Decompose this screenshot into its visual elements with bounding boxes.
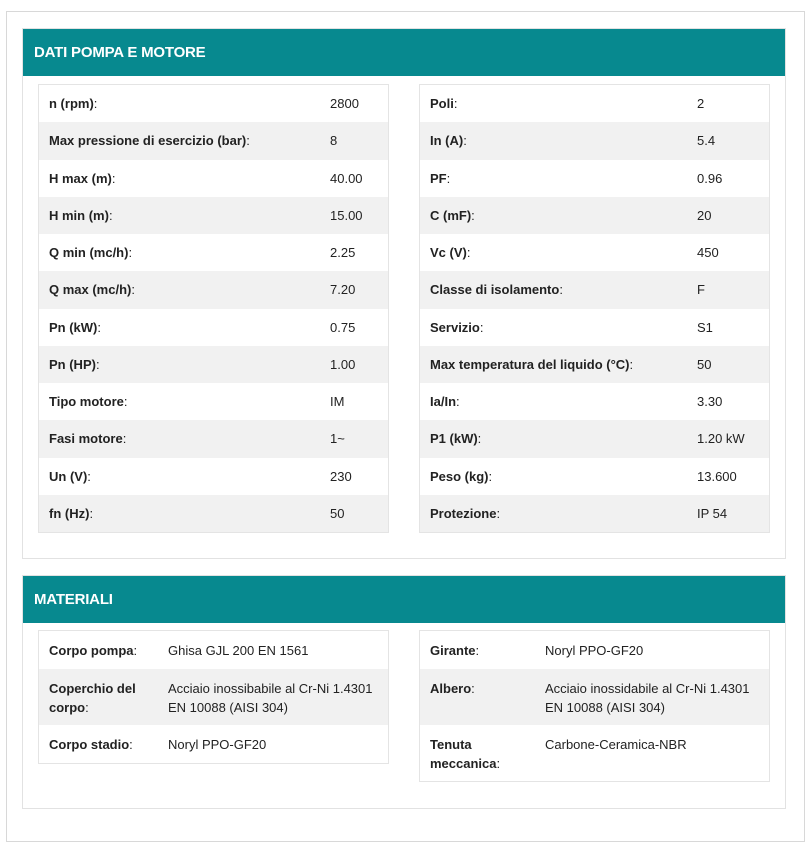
- spec-row: [39, 495, 388, 532]
- row-label-text: Peso (kg): [430, 468, 489, 484]
- label-colon: :: [93, 96, 98, 112]
- row-value: Noryl PPO-GF20: [168, 737, 267, 752]
- row-label: [39, 357, 100, 372]
- row-label-text: n (rpm): [49, 96, 94, 112]
- row-label-text: P1 (kW): [430, 431, 478, 447]
- label-colon: :: [97, 319, 102, 335]
- row-value: Noryl PPO-GF20: [545, 643, 644, 658]
- spec-row: [39, 271, 388, 308]
- row-value: IP 54: [697, 505, 728, 521]
- row-label: [420, 735, 540, 773]
- row-label: [39, 208, 113, 223]
- row-value: 3.30: [697, 394, 723, 410]
- label-colon: :: [477, 431, 482, 447]
- row-label: [420, 679, 540, 698]
- label-colon: :: [471, 681, 475, 696]
- row-label-text: Q min (mc/h): [49, 245, 129, 261]
- row-value: F: [697, 282, 705, 298]
- row-value: 40.00: [330, 170, 363, 186]
- label-colon: :: [87, 468, 91, 484]
- label-colon: :: [559, 282, 563, 298]
- label-colon: :: [133, 643, 138, 658]
- row-label: [420, 96, 457, 111]
- row-label: [420, 208, 475, 223]
- spec-row: [420, 197, 769, 234]
- spec-row: [420, 383, 769, 420]
- row-label-text: Ia/In: [430, 394, 457, 410]
- spec-row: [39, 197, 388, 234]
- label-colon: :: [122, 431, 127, 447]
- row-value: Carbone-Ceramica-NBR: [545, 737, 687, 752]
- materials-left-table: [38, 630, 389, 764]
- row-label: [39, 282, 135, 297]
- row-label-text: Coperchio del corpo: [49, 681, 136, 715]
- row-label: [39, 171, 115, 186]
- row-label-text: Servizio: [430, 319, 480, 335]
- row-label-text: PF: [430, 170, 447, 186]
- materials-right-table: [419, 630, 770, 782]
- row-label-text: fn (Hz): [49, 505, 90, 521]
- pump-specs-right-table: [419, 84, 770, 533]
- row-label: [420, 245, 470, 260]
- row-label-text: Max pressione di esercizio (bar): [49, 133, 247, 149]
- row-label-text: C (mF): [430, 207, 472, 223]
- label-colon: :: [456, 394, 460, 410]
- row-label-text: H max (m): [49, 170, 112, 186]
- spec-row: [420, 271, 769, 308]
- row-label: [39, 735, 159, 754]
- label-colon: :: [496, 756, 501, 771]
- spec-row: [39, 85, 388, 122]
- row-label: [420, 641, 540, 660]
- row-value: 1.00: [330, 356, 356, 372]
- spec-row: [39, 458, 388, 495]
- row-label-text: Albero: [430, 681, 472, 696]
- row-label: [39, 679, 159, 717]
- label-colon: :: [108, 207, 113, 223]
- material-row: [420, 631, 769, 669]
- row-value: 50: [697, 356, 712, 372]
- row-value: 2.25: [330, 245, 356, 261]
- spec-row: [39, 420, 388, 457]
- row-value: Ghisa GJL 200 EN 1561: [168, 643, 309, 658]
- row-value: 0.75: [330, 319, 356, 335]
- label-colon: :: [85, 700, 89, 715]
- row-label-text: Q max (mc/h): [49, 282, 132, 298]
- spec-row: [39, 234, 388, 271]
- label-colon: :: [629, 356, 634, 372]
- row-label: [420, 506, 500, 521]
- row-value: 8: [330, 133, 338, 149]
- row-value: Acciaio inossidabile al Cr-Ni 1.4301 EN 10088 (AISI 304): [545, 681, 750, 715]
- row-value: 5.4: [697, 133, 716, 149]
- row-value: 2800: [330, 96, 359, 112]
- label-colon: :: [128, 245, 133, 261]
- spec-row: [420, 85, 769, 122]
- materials-section-title: MATERIALI: [23, 576, 785, 623]
- spec-row: [39, 309, 388, 346]
- row-label-text: Protezione: [430, 505, 497, 521]
- row-label: [39, 245, 132, 260]
- spec-row: [39, 346, 388, 383]
- label-colon: :: [453, 96, 458, 112]
- label-colon: :: [129, 737, 133, 752]
- spec-row: [420, 458, 769, 495]
- row-value: 13.600: [697, 468, 737, 484]
- row-label: [39, 320, 101, 335]
- label-colon: :: [471, 207, 475, 223]
- label-colon: :: [479, 319, 484, 335]
- row-label: [39, 394, 128, 409]
- label-colon: :: [131, 282, 135, 298]
- label-colon: :: [446, 170, 451, 186]
- row-label-text: In (A): [430, 133, 464, 149]
- row-label: [39, 641, 159, 660]
- row-value: Acciaio inossibabile al Cr-Ni 1.4301 EN 10088 (AISI 304): [168, 681, 373, 715]
- label-colon: :: [488, 468, 493, 484]
- material-row: [39, 669, 388, 725]
- pump-motor-section-title: DATI POMPA E MOTORE: [23, 29, 785, 76]
- label-colon: :: [95, 356, 100, 372]
- row-value: S1: [697, 319, 713, 335]
- row-label: [39, 506, 93, 521]
- row-label: [39, 469, 91, 484]
- row-value: 1~: [330, 431, 345, 447]
- row-label-text: Corpo pompa: [49, 643, 134, 658]
- row-label-text: Corpo stadio: [49, 737, 130, 752]
- row-value: 2: [697, 96, 705, 112]
- row-label: [39, 133, 250, 148]
- row-label: [420, 431, 481, 446]
- row-value: 20: [697, 207, 712, 223]
- row-label: [39, 431, 126, 446]
- row-label: [420, 394, 460, 409]
- row-value: 450: [697, 245, 719, 261]
- row-value: 15.00: [330, 207, 363, 223]
- label-colon: :: [89, 505, 94, 521]
- row-label-text: Pn (HP): [49, 356, 96, 372]
- row-label: [39, 96, 97, 111]
- label-colon: :: [111, 170, 116, 186]
- spec-row: [420, 495, 769, 532]
- row-label-text: Fasi motore: [49, 431, 123, 447]
- spec-row: [420, 160, 769, 197]
- label-colon: :: [246, 133, 250, 149]
- label-colon: :: [466, 245, 471, 261]
- row-label-text: Max temperatura del liquido (°C): [430, 356, 630, 372]
- spec-row: [420, 420, 769, 457]
- material-row: [420, 669, 769, 725]
- spec-row: [39, 160, 388, 197]
- spec-row: [420, 346, 769, 383]
- row-value: 1.20 kW: [697, 431, 745, 447]
- row-label: [420, 282, 563, 297]
- row-label-text: Classe di isolamento: [430, 282, 560, 298]
- label-colon: :: [123, 394, 128, 410]
- row-value: IM: [330, 394, 345, 410]
- row-label-text: Poli: [430, 96, 454, 112]
- row-label: [420, 133, 467, 148]
- row-value: 230: [330, 468, 352, 484]
- row-label: [420, 469, 492, 484]
- material-row: [420, 725, 769, 781]
- pump-specs-left-table: [38, 84, 389, 533]
- row-label-text: Vc (V): [430, 245, 467, 261]
- row-label: [420, 171, 450, 186]
- material-row: [39, 631, 388, 669]
- spec-row: [39, 122, 388, 159]
- spec-row: [420, 122, 769, 159]
- label-colon: :: [496, 505, 501, 521]
- row-label: [420, 357, 633, 372]
- label-colon: :: [463, 133, 467, 149]
- row-value: 50: [330, 505, 345, 521]
- row-label-text: Tipo motore: [49, 394, 124, 410]
- label-colon: :: [475, 643, 480, 658]
- row-value: 0.96: [697, 170, 723, 186]
- row-label: [420, 320, 483, 335]
- row-label-text: Pn (kW): [49, 319, 98, 335]
- row-label-text: Tenuta meccanica: [430, 737, 497, 771]
- row-label-text: Un (V): [49, 468, 88, 484]
- row-value: 7.20: [330, 282, 356, 298]
- row-label-text: H min (m): [49, 207, 109, 223]
- row-label-text: Girante: [430, 643, 476, 658]
- material-row: [39, 725, 388, 763]
- spec-row: [420, 234, 769, 271]
- spec-row: [39, 383, 388, 420]
- spec-row: [420, 309, 769, 346]
